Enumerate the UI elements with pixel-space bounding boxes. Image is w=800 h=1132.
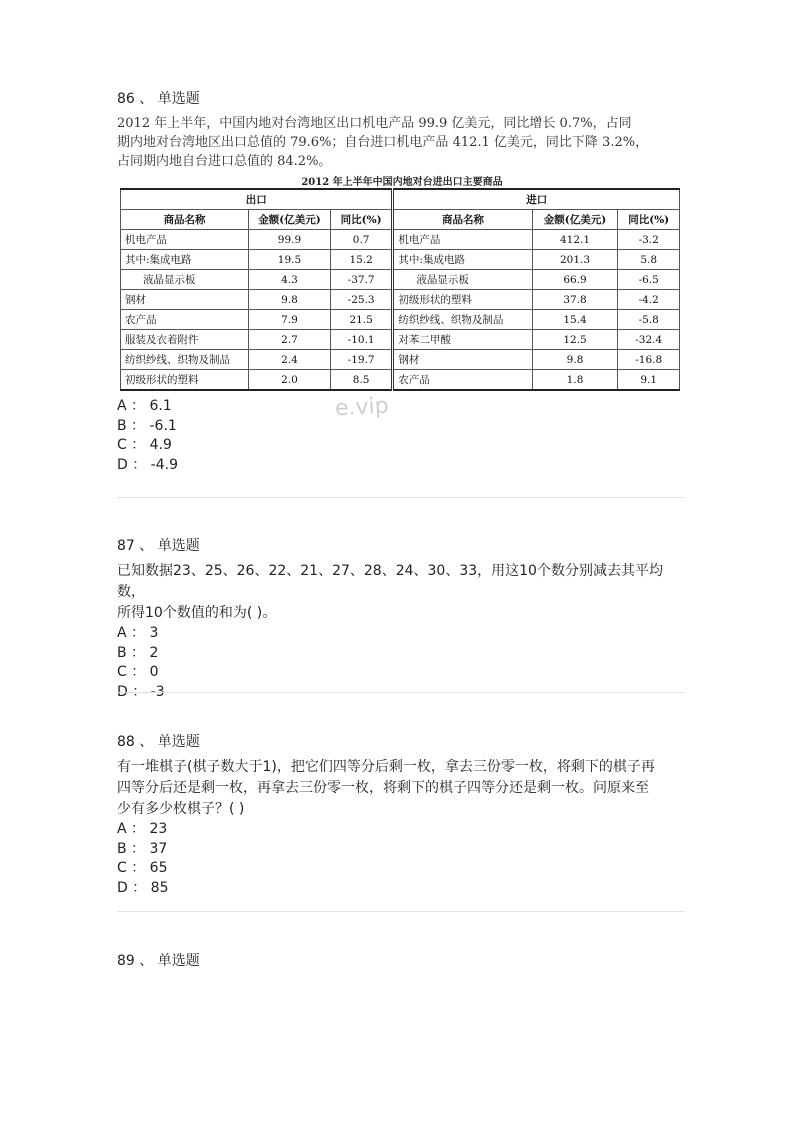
watermark: e.vip <box>334 393 390 422</box>
table-cell: 钢材 <box>121 290 249 310</box>
table-row <box>121 370 680 391</box>
option-c[interactable]: C ： 4.9 <box>117 437 172 453</box>
option-c[interactable]: C ： 0 <box>117 664 159 680</box>
table-cell: 4.3 <box>249 270 331 290</box>
table-cell: -37.7 <box>330 270 393 290</box>
table-cell: 412.1 <box>532 230 618 250</box>
column-header: 金额(亿美元) <box>532 210 618 230</box>
question-86 <box>117 88 687 475</box>
table-cell: 201.3 <box>532 250 618 270</box>
trade-table <box>120 188 680 391</box>
column-header: 金额(亿美元) <box>249 210 331 230</box>
table-cell: 37.8 <box>532 290 618 310</box>
table-cell: 19.5 <box>249 250 331 270</box>
table-cell: 机电产品 <box>393 230 532 250</box>
table-cell: 5.8 <box>618 250 680 270</box>
table-cell: -19.7 <box>330 350 393 370</box>
table-row <box>121 250 680 270</box>
option-b[interactable]: B ： 37 <box>117 840 168 857</box>
table-cell: 2.0 <box>249 370 331 391</box>
table-row <box>121 230 680 250</box>
option-b[interactable]: B ： 2 <box>117 644 159 661</box>
stem-line: 已知数据23、25、26、22、21、27、28、24、30、33，用这10个数分别减去其平均数， <box>117 563 663 600</box>
table-title: 2012 年上半年中国内地对台进出口主要商品 <box>301 177 503 188</box>
column-header-row <box>121 210 680 230</box>
table-row <box>121 270 680 290</box>
table-cell: 2.4 <box>249 350 331 370</box>
options <box>117 820 687 898</box>
question-stem <box>117 561 687 624</box>
table-cell: -6.5 <box>618 270 680 290</box>
stem-line: 四等分后还是剩一枚，再拿去三份零一枚，将剩下的棋子四等分还是剩一枚。问原来至 <box>117 780 649 796</box>
table-cell: 9.8 <box>532 350 618 370</box>
column-header: 同比(%) <box>330 210 393 230</box>
table-cell: 纺织纱线、织物及制品 <box>393 310 532 330</box>
option-a[interactable]: A ： 23 <box>117 821 168 837</box>
import-header: 进口 <box>393 189 680 210</box>
question-header: 88 、 单选题 <box>117 734 200 750</box>
option-a[interactable]: A ： 6.1 <box>117 398 172 414</box>
table-cell: 对苯二甲酸 <box>393 330 532 350</box>
table-row <box>121 350 680 370</box>
question-88 <box>117 731 687 898</box>
table-cell: -10.1 <box>330 330 393 350</box>
option-c[interactable]: C ： 65 <box>117 860 168 876</box>
divider <box>117 911 685 912</box>
export-header: 出口 <box>121 189 393 210</box>
column-header: 同比(%) <box>618 210 680 230</box>
stem-line: 有一堆棋子(棋子数大于1)，把它们四等分后剩一枚，拿去三份零一枚，将剩下的棋子再 <box>117 759 655 775</box>
options <box>117 624 687 702</box>
question-stem <box>117 757 687 820</box>
table-cell: -3.2 <box>618 230 680 250</box>
table-row <box>121 310 680 330</box>
table-cell: 纺织纱线、织物及制品 <box>121 350 249 370</box>
table-cell: -16.8 <box>618 350 680 370</box>
table-cell: 66.9 <box>532 270 618 290</box>
table-cell: 7.9 <box>249 310 331 330</box>
column-header: 商品名称 <box>393 210 532 230</box>
table-cell: 其中:集成电路 <box>121 250 249 270</box>
option-d[interactable]: D ： -3 <box>117 683 165 700</box>
table-cell: -5.8 <box>618 310 680 330</box>
divider <box>117 692 685 693</box>
table-cell: 0.7 <box>330 230 393 250</box>
table-cell: 初级形状的塑料 <box>121 370 249 391</box>
table-cell: -25.3 <box>330 290 393 310</box>
table-cell: 钢材 <box>393 350 532 370</box>
table-cell: -4.2 <box>618 290 680 310</box>
option-d[interactable]: D ： -4.9 <box>117 456 178 473</box>
table-cell: 液晶显示板 <box>393 270 532 290</box>
table-cell: -32.4 <box>618 330 680 350</box>
table-cell: 12.5 <box>532 330 618 350</box>
stem-line: 占同期内地自台进口总值的 84.2%。 <box>117 154 332 169</box>
table-cell: 液晶显示板 <box>121 270 249 290</box>
table-cell: 农产品 <box>121 310 249 330</box>
option-d[interactable]: D ： 85 <box>117 879 169 896</box>
table-cell: 服装及衣着附件 <box>121 330 249 350</box>
stem-line: 2012 年上半年，中国内地对台湾地区出口机电产品 99.9 亿美元，同比增长 0.7%，占同 <box>117 116 632 131</box>
table-cell: 初级形状的塑料 <box>393 290 532 310</box>
table-cell: 机电产品 <box>121 230 249 250</box>
stem-line: 所得10个数值的和为( )。 <box>117 605 277 621</box>
table-cell: 2.7 <box>249 330 331 350</box>
option-a[interactable]: A ： 3 <box>117 625 159 641</box>
table-row <box>121 330 680 350</box>
option-b[interactable]: B ： -6.1 <box>117 417 177 434</box>
table-cell: 21.5 <box>330 310 393 330</box>
table-cell: 1.8 <box>532 370 618 391</box>
stem-line: 少有多少枚棋子？( ) <box>117 801 245 817</box>
question-stem <box>117 114 687 171</box>
table-row <box>121 290 680 310</box>
table-cell: 99.9 <box>249 230 331 250</box>
table-cell: 9.1 <box>618 370 680 391</box>
table-cell: 9.8 <box>249 290 331 310</box>
table-cell: 15.4 <box>532 310 618 330</box>
stem-line: 期内地对台湾地区出口总值的 79.6%；自台进口机电产品 412.1 亿美元，同比下降 3.2%， <box>117 135 649 150</box>
table-cell: 其中:集成电路 <box>393 250 532 270</box>
question-header: 89 、 单选题 <box>117 953 200 969</box>
options <box>117 397 687 475</box>
table-cell: 8.5 <box>330 370 393 391</box>
question-89 <box>117 950 687 976</box>
question-header: 86 、 单选题 <box>117 91 200 107</box>
column-header: 商品名称 <box>121 210 249 230</box>
table-cell: 15.2 <box>330 250 393 270</box>
divider <box>117 497 685 498</box>
question-header: 87 、 单选题 <box>117 538 200 554</box>
question-87 <box>117 535 687 702</box>
table-cell: 农产品 <box>393 370 532 391</box>
